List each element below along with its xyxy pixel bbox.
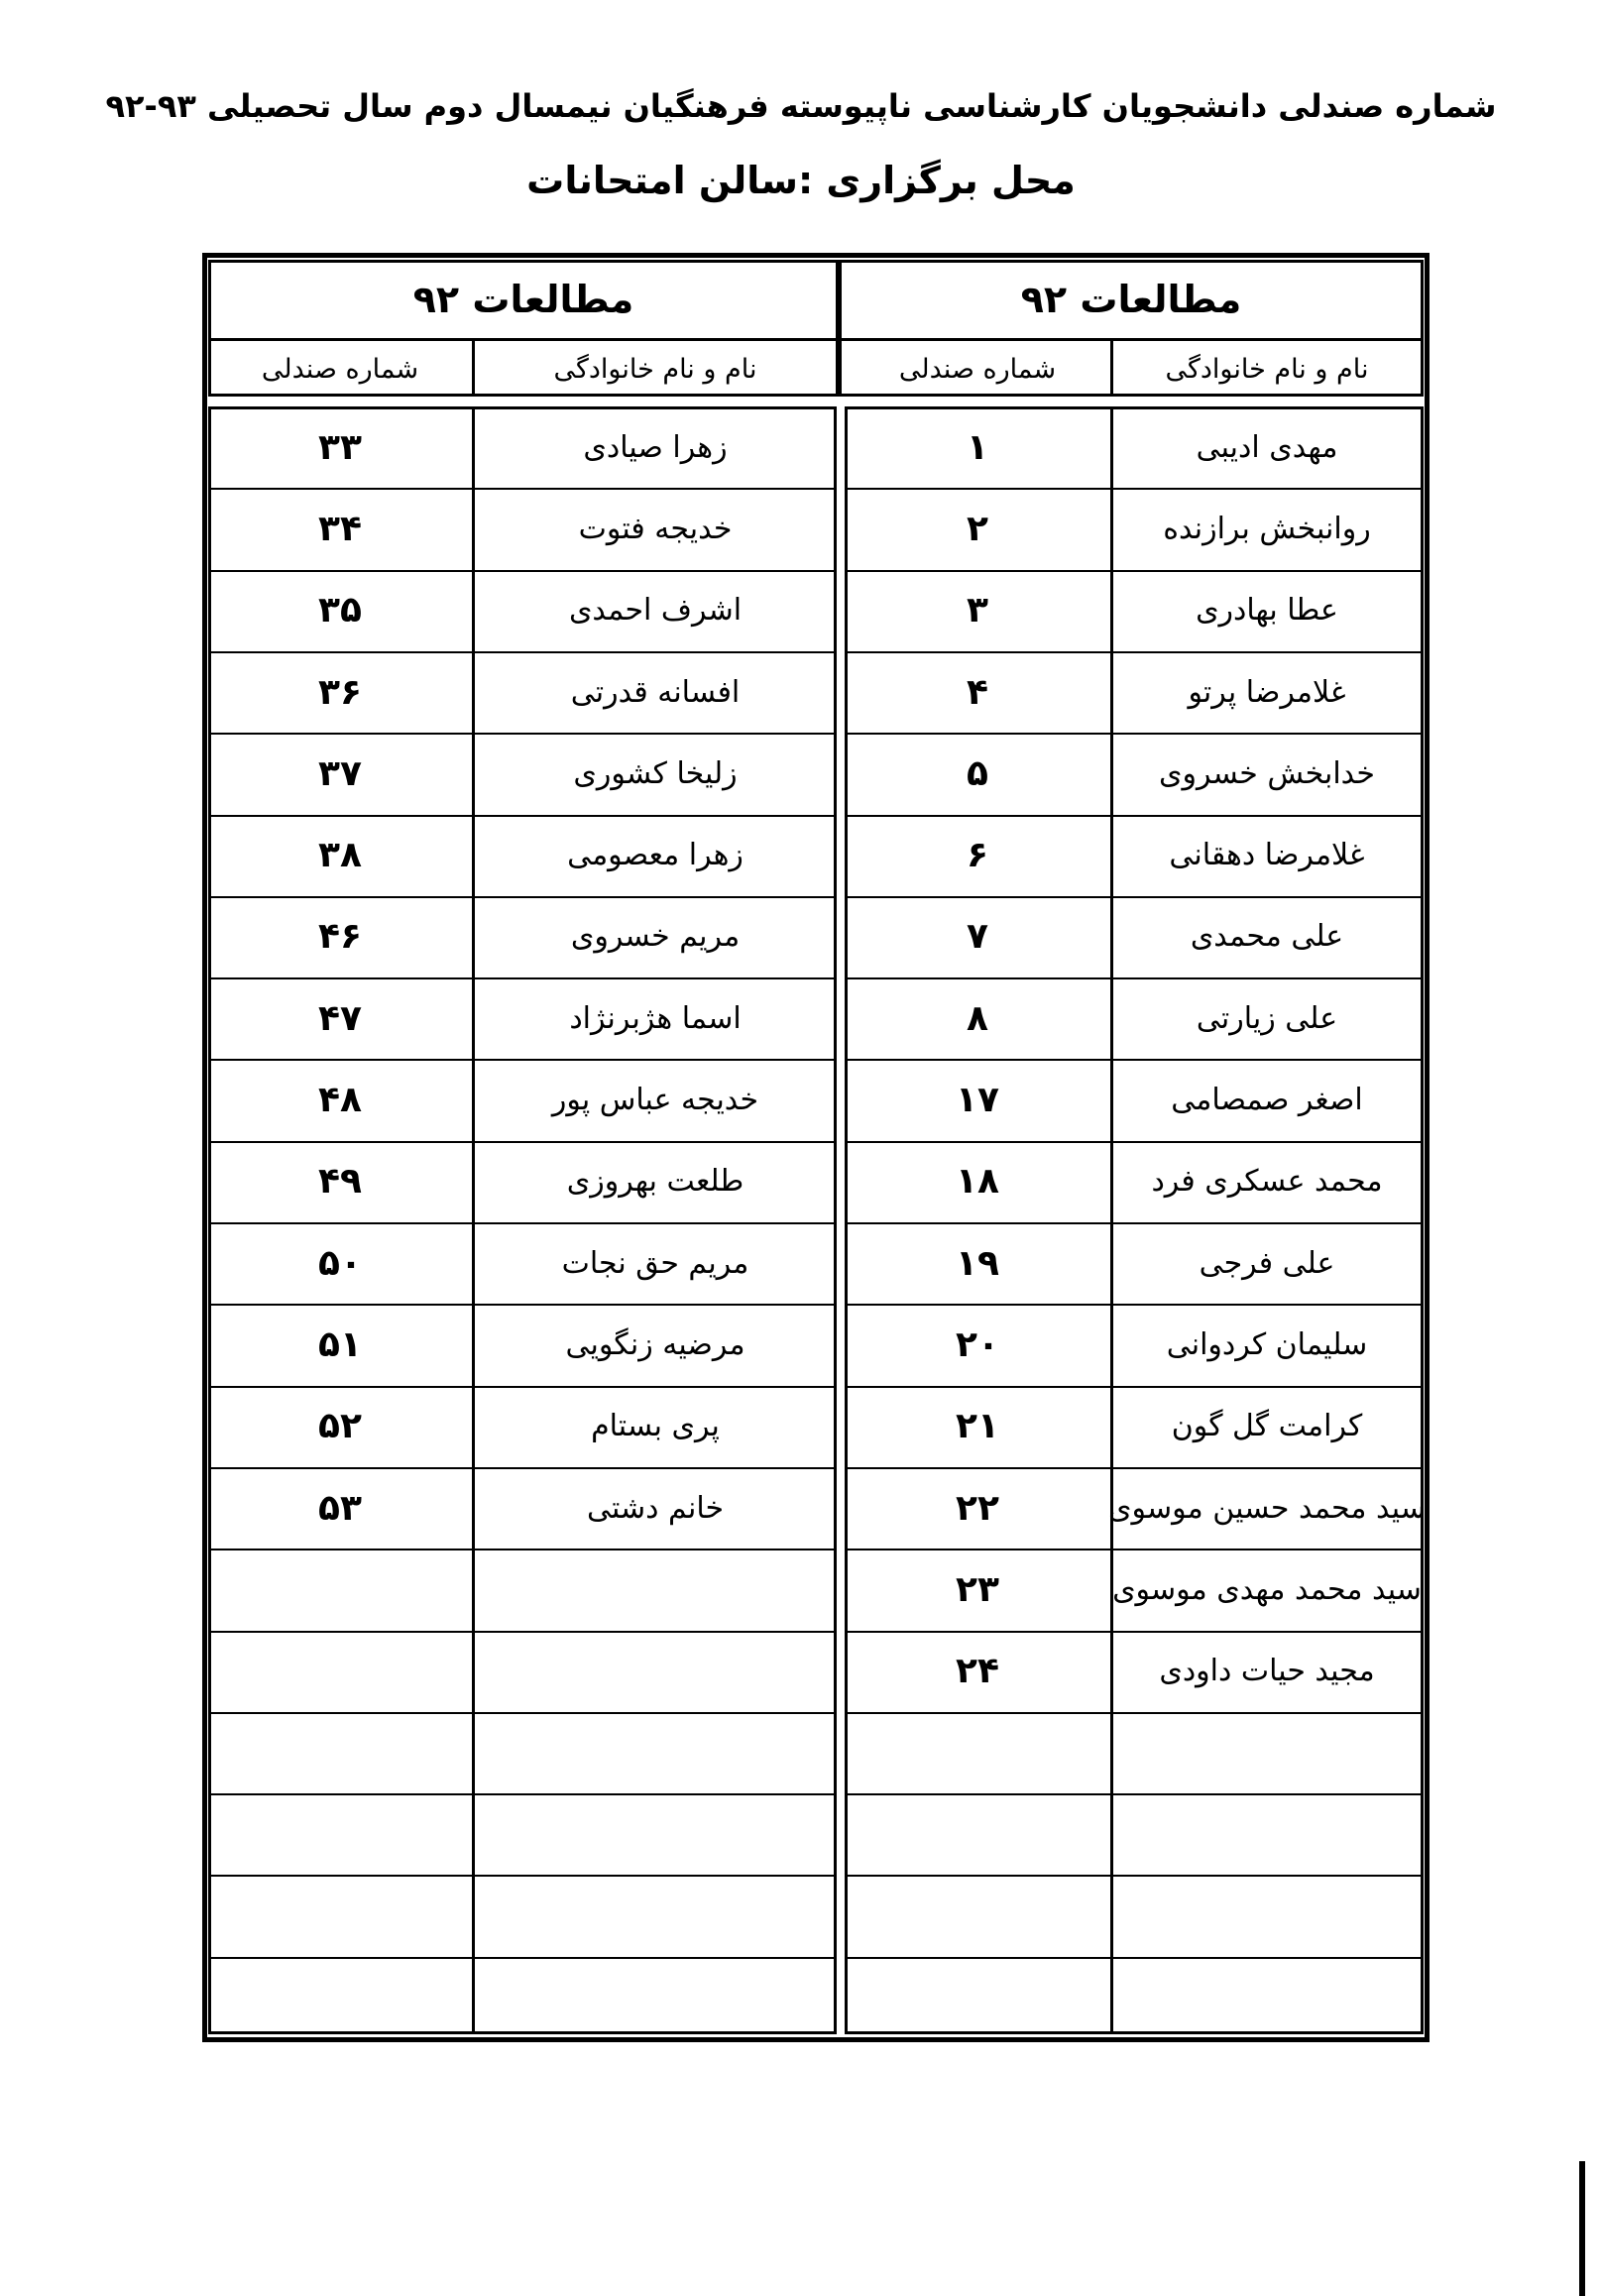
table-row-line	[208, 1386, 837, 1388]
table-row-line	[845, 815, 1424, 817]
seat-number: ۳۵	[318, 590, 362, 631]
student-name	[472, 1957, 839, 2038]
student-name: مرضیه زنگویی	[565, 1326, 745, 1362]
table-row-line	[208, 733, 837, 735]
student-name	[1110, 1875, 1424, 1956]
table-row-line	[845, 651, 1424, 653]
student-name: پری بستام	[591, 1409, 720, 1444]
table-row-line	[208, 488, 837, 490]
student-name: محمد عسکری فرد	[1151, 1164, 1383, 1200]
seat-number: ۵	[967, 752, 988, 794]
table-row-line	[845, 1549, 1424, 1550]
seat-number: ۲	[967, 508, 988, 549]
student-name: افسانه قدرتی	[570, 674, 741, 710]
table-row-line	[208, 1059, 837, 1061]
student-name: مجید حیات داودی	[1159, 1654, 1375, 1689]
student-name	[472, 1712, 839, 1793]
table-row-line	[208, 1631, 837, 1633]
table-right-seat-header: شماره صندلی	[898, 353, 1057, 385]
seat-number: ۳۳	[318, 426, 362, 468]
table-right-group-title: مطالعات ۹۲	[839, 260, 1424, 341]
student-name	[1110, 1712, 1424, 1793]
student-name: روانبخش برازنده	[1163, 511, 1371, 546]
student-name	[472, 1631, 839, 1712]
table-row-line	[208, 1304, 837, 1306]
student-name: سلیمان کردوانی	[1166, 1326, 1368, 1362]
seat-number	[845, 1793, 1110, 1875]
table-row-line	[208, 977, 837, 979]
seat-number: ۲۳	[956, 1568, 999, 1610]
seat-number: ۵۳	[318, 1487, 362, 1529]
table-row-line	[845, 1386, 1424, 1388]
student-name	[472, 1549, 839, 1630]
student-name: زلیخا کشوری	[573, 755, 738, 791]
student-name: سید محمد مهدی موسوی	[1112, 1571, 1422, 1607]
seat-number: ۵۰	[318, 1242, 362, 1284]
seat-number: ۲۱	[956, 1406, 999, 1447]
student-name	[1110, 1957, 1424, 2038]
table-row-line	[208, 651, 837, 653]
table-left-seat-header: شماره صندلی	[261, 353, 419, 385]
seat-number	[208, 1875, 472, 1956]
table-left-name-header: نام و نام خانوادگی	[553, 353, 757, 385]
table-row-line	[845, 570, 1424, 572]
table-right-header-divider	[1110, 341, 1113, 397]
seat-number	[845, 1875, 1110, 1956]
student-name: علی زیارتی	[1196, 1000, 1338, 1036]
table-row-line	[845, 733, 1424, 735]
table-row-line	[208, 815, 837, 817]
table-row-line	[208, 1141, 837, 1143]
table-row-line	[208, 1467, 837, 1469]
table-row-line	[845, 1875, 1424, 1877]
seat-number: ۳۸	[318, 835, 362, 876]
seat-number: ۳۴	[318, 508, 362, 549]
table-row-line	[208, 570, 837, 572]
table-left-group-title: مطالعات ۹۲	[208, 260, 839, 341]
student-name: زهرا معصومی	[567, 838, 744, 873]
student-name: خدیجه فتوت	[578, 511, 733, 546]
student-name: اسما هژبرنژاد	[569, 1000, 742, 1036]
seat-number: ۴	[967, 671, 988, 713]
seat-number: ۴۹	[318, 1161, 362, 1203]
seat-number: ۱۷	[956, 1080, 999, 1121]
table-row-line	[845, 1957, 1424, 1959]
student-name: اشرف احمدی	[568, 593, 743, 629]
seat-number: ۳	[967, 590, 988, 631]
seat-number: ۶	[967, 835, 988, 876]
table-row-line	[208, 1793, 837, 1795]
student-name	[472, 1793, 839, 1875]
table-row-line	[845, 1467, 1424, 1469]
table-row-line	[208, 1549, 837, 1550]
student-name: مهدی ادیبی	[1196, 429, 1338, 465]
table-row-line	[845, 1793, 1424, 1795]
seat-number	[208, 1957, 472, 2038]
seat-number: ۸	[967, 997, 988, 1039]
seat-number: ۱۹	[956, 1242, 999, 1284]
student-name: غلامرضا دهقانی	[1169, 838, 1365, 873]
table-row-line	[845, 488, 1424, 490]
table-row-line	[845, 1631, 1424, 1633]
seat-number	[208, 1549, 472, 1630]
student-name: علی محمدی	[1190, 919, 1344, 955]
student-name: سید محمد حسین موسوی	[1108, 1490, 1426, 1526]
table-row-line	[208, 1712, 837, 1714]
student-name: عطا بهادری	[1196, 593, 1338, 629]
table-right-name-header: نام و نام خانوادگی	[1165, 353, 1369, 385]
student-name: غلامرضا پرتو	[1188, 674, 1346, 710]
exam-location: محل برگزاری :سالن امتحانات	[526, 159, 1076, 202]
document-title: شماره صندلی دانشجویان کارشناسی ناپیوسته فرهنگیان نیمسال دوم سال تحصیلی ۹۳-۹۲	[105, 87, 1497, 125]
seat-number	[845, 1712, 1110, 1793]
student-name: علی فرجی	[1199, 1245, 1335, 1281]
student-name	[472, 1875, 839, 1956]
table-row-line	[845, 1222, 1424, 1224]
seat-number: ۴۶	[318, 916, 362, 958]
table-row-line	[208, 896, 837, 898]
seat-number: ۷	[967, 916, 988, 958]
student-name	[1110, 1793, 1424, 1875]
seat-number: ۵۱	[318, 1323, 362, 1365]
table-row-line	[208, 1957, 837, 1959]
seat-number: ۳۷	[318, 752, 362, 794]
seat-number: ۲۰	[956, 1323, 999, 1365]
seat-number: ۳۶	[318, 671, 362, 713]
seat-number	[208, 1712, 472, 1793]
student-name: خدیجه عباس پور	[551, 1083, 759, 1118]
table-row-line	[845, 1304, 1424, 1306]
table-row-line	[845, 1059, 1424, 1061]
student-name: خانم دشتی	[586, 1490, 725, 1526]
table-left-header-divider	[472, 341, 475, 397]
seat-number: ۴۷	[318, 997, 362, 1039]
seat-number: ۲۴	[956, 1651, 999, 1692]
student-name: زهرا صیادی	[583, 429, 728, 465]
table-row-line	[845, 896, 1424, 898]
seat-number	[208, 1631, 472, 1712]
seat-number: ۵۲	[318, 1406, 362, 1447]
scan-edge-mark	[1579, 2161, 1585, 2296]
seat-number: ۱	[967, 426, 988, 468]
seat-number	[208, 1793, 472, 1875]
student-name: مریم خسروی	[570, 919, 741, 955]
table-row-line	[208, 1222, 837, 1224]
table-row-line	[845, 977, 1424, 979]
student-name: طلعت بهروزی	[566, 1164, 744, 1200]
student-name: خدابخش خسروی	[1159, 755, 1375, 791]
student-name: مریم حق نجات	[561, 1245, 749, 1281]
seat-number: ۴۸	[318, 1080, 362, 1121]
table-row-line	[208, 1875, 837, 1877]
table-row-line	[845, 1141, 1424, 1143]
student-name: کرامت گل گون	[1171, 1409, 1363, 1444]
seat-number: ۱۸	[956, 1161, 999, 1203]
student-name: اصغر صمصامی	[1171, 1083, 1363, 1118]
seat-number	[845, 1957, 1110, 2038]
table-row-line	[845, 1712, 1424, 1714]
seat-number: ۲۲	[956, 1487, 999, 1529]
